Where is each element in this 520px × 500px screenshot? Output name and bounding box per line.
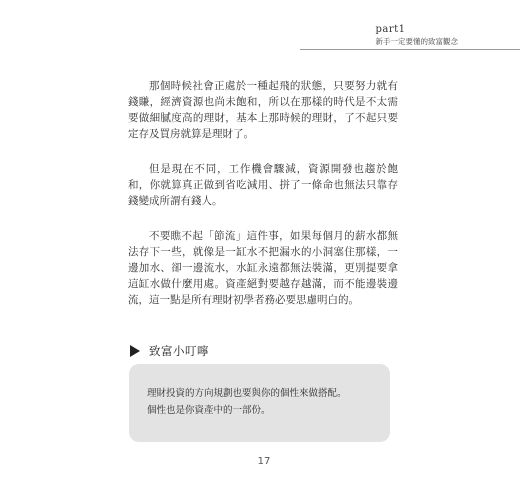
tip-line: 個性也是你資產中的一部份。 <box>147 405 271 416</box>
running-header <box>376 24 459 47</box>
triangle-arrow-icon <box>130 345 140 357</box>
body-text <box>128 78 398 327</box>
paragraph: 不要瞧不起「節流」這件事，如果每個月的薪水都無法存下一些，就像是一缸水不把漏水的小洞塞住那樣，一邊加水、卻一邊流水，水缸永遠都無法裝滿，更別提要拿這缸水做什麼用處。資產絕對要越存越滿，而不能邊裝邊流，這一點是所有理財初學者務必要思慮明白的。 <box>128 230 398 306</box>
tip-title: 致富小叮嚀 <box>149 344 209 358</box>
paragraph: 那個時候社會正處於一種起飛的狀態，只要努力就有錢賺，經濟資源也尚未飽和，所以在那樣的時代是不太需要做細膩度高的理財，基本上那時候的理財，了不起只要定存及買房就算是理財了。 <box>128 80 398 140</box>
header-rule <box>300 49 520 50</box>
tip-box <box>129 364 390 442</box>
paragraph: 但是現在不同，工作機會驟減，資源開發也趨於飽和，你就算真正做到省吃減用、拼了一條命也無法只靠存錢變成所謂有錢人。 <box>128 163 398 207</box>
tip-heading <box>130 343 209 359</box>
part-label: part1 <box>375 24 406 35</box>
page-number: 17 <box>257 456 271 467</box>
tip-line: 理財投資的方向規劃也要與你的個性來做搭配。 <box>147 388 347 399</box>
chapter-subtitle: 新手一定要懂的致富觀念 <box>375 37 458 46</box>
